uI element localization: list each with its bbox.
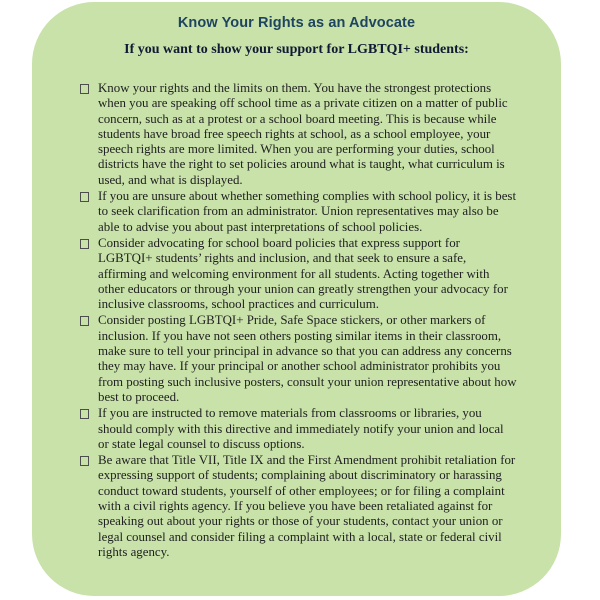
list-item-text: Consider posting LGBTQI+ Pride, Safe Space stickers, or other markers of inclusion. If you have not seen others posting similar items in their classroom, make sure to tell your principal in advance so that you can address any concerns they may have. If your principal or another school administrator prohibits you from posting such inclusive posters, consult your union representative about how best to proceed. <box>98 313 517 404</box>
list-item <box>80 406 517 452</box>
advice-list <box>32 81 561 560</box>
list-item <box>80 236 517 312</box>
ballot-box-icon <box>80 84 89 94</box>
card-subtitle: If you want to show your support for LGBTQI+ students: <box>124 42 469 57</box>
ballot-box-icon <box>80 239 89 249</box>
list-item-text: If you are instructed to remove materials from classrooms or libraries, you should comply with this directive and immediately notify your union and local or state legal counsel to discuss options. <box>98 406 504 451</box>
list-item <box>80 313 517 405</box>
list-item <box>80 81 517 188</box>
card-title: Know Your Rights as an Advocate <box>177 15 416 31</box>
ballot-box-icon <box>80 192 89 202</box>
list-item <box>80 453 517 560</box>
list-item-text: Be aware that Title VII, Title IX and the First Amendment prohibit retaliation for expressing support of students; complaining about discriminatory or harassing conduct toward students, yourself of other employees; or for filing a complaint with a civil rights agency. If you believe you have been retaliated against for speaking out about your rights or those of your students, contact your union or legal counsel and consider filing a complaint with a local, state or federal civil rights agency. <box>98 453 516 559</box>
ballot-box-icon <box>80 409 89 419</box>
list-item-text: If you are unsure about whether something complies with school policy, it is best to seek clarification from an administrator. Union representatives may also be able to advise you about past interpretations of school policies. <box>98 189 517 234</box>
ballot-box-icon <box>80 316 89 326</box>
list-item <box>80 189 517 235</box>
list-item-text: Consider advocating for school board policies that express support for LGBTQI+ students’ rights and inclusion, and that seek to ensure a safe, affirming and welcoming environment for all students. Acting together with other educators or through your union can greatly strengthen your advocacy for inclusive classrooms, school practices and curriculum. <box>98 235 508 312</box>
rights-advocate-card <box>32 2 561 596</box>
ballot-box-icon <box>80 456 89 466</box>
list-item-text: Know your rights and the limits on them. You have the strongest protections when you are speaking off school time as a private citizen on a matter of public concern, such as at a protest or a school board meeting. This is because while students have broad free speech rights at school, as a school employee, your speech rights are more limited. When you are performing your duties, school districts have the right to set policies around what is taught, what curriculum is used, and what is displayed. <box>98 81 508 187</box>
